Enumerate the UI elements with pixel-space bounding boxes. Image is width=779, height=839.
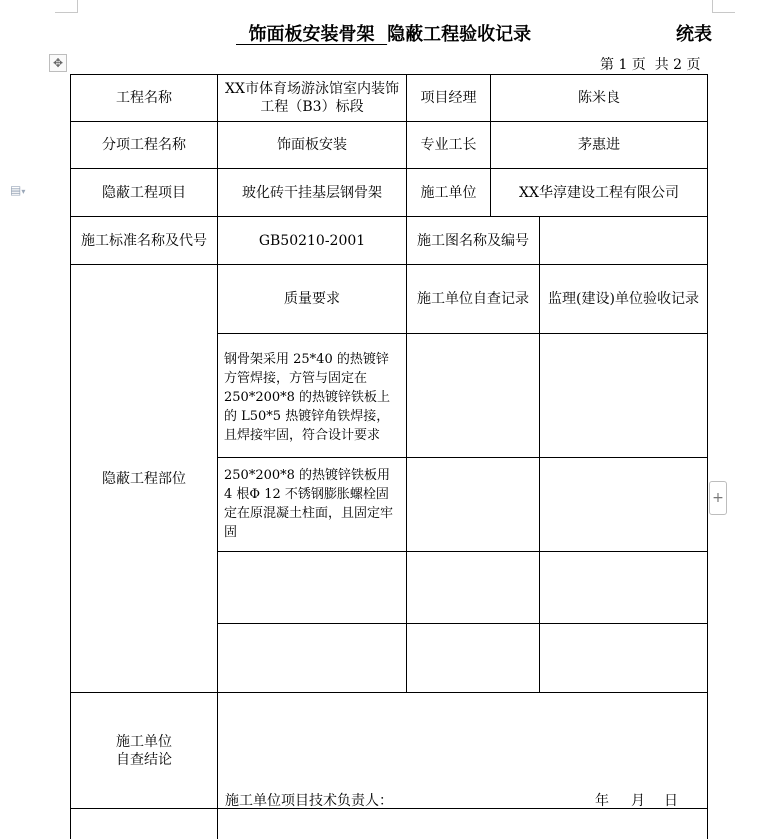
conclusion-label-line2: 自查结论	[116, 751, 172, 768]
title-right-text: 统表	[676, 24, 712, 45]
table-move-handle-icon[interactable]: ✥	[49, 54, 67, 72]
tech-lead-label: 施工单位项目技术负责人：	[225, 793, 393, 809]
drawing-label: 施工图名称及编号	[417, 232, 529, 249]
drawing-value[interactable]	[540, 217, 707, 264]
requirement-text: 钢骨架采用 25*40 的热镀锌方管焊接，方管与固定在 250*200*8 的热镀锌铁板上的 L50*5 热镀锌角铁焊接，且焊接牢固，符合设计要求	[224, 352, 391, 443]
date-month: 月	[631, 793, 645, 809]
project-name-label: 工程名称	[116, 90, 172, 106]
foreman-label: 专业工长	[420, 137, 477, 153]
self-check-cell[interactable]	[407, 334, 539, 457]
title-main-text: 隐蔽工程验收记录	[387, 24, 532, 45]
date-year: 年	[595, 793, 609, 809]
foreman-value: 茅惠进	[578, 137, 620, 153]
date-day: 日	[664, 793, 678, 809]
hidden-item-label: 隐蔽工程项目	[102, 184, 186, 201]
sub-project-label: 分项工程名称	[102, 137, 186, 153]
document-icon[interactable]: ▤▾	[10, 183, 26, 197]
self-check-header: 施工单位自查记录	[417, 291, 529, 307]
standard-label: 施工标准名称及代号	[81, 232, 207, 249]
supervisor-cell[interactable]	[540, 334, 707, 457]
page-info: 第 1 页 共 2 页	[600, 57, 701, 73]
requirement-text: 250*200*8 的热镀锌铁板用 4 根Φ 12 不锈钢膨胀螺栓固定在原混凝土柱面，且固定牢固	[224, 468, 394, 540]
standard-value: GB50210-2001	[258, 232, 366, 249]
supervisor-cell[interactable]	[540, 458, 707, 551]
location-label: 隐蔽工程部位	[102, 470, 186, 487]
document-title	[0, 14, 779, 50]
title-underlined-part: 饰面板安装骨架	[236, 24, 388, 45]
margin-corner-mark	[712, 0, 735, 13]
add-column-button[interactable]: +	[709, 481, 727, 515]
project-manager-value: 陈米良	[578, 90, 620, 106]
margin-corner-mark	[55, 0, 78, 13]
hidden-item-value: 玻化砖干挂基层钢骨架	[242, 184, 382, 201]
sub-project-value: 饰面板安装	[277, 137, 347, 153]
project-name-value: XX市体育场游泳馆室内装饰工程（B3）标段	[225, 81, 399, 115]
self-check-cell[interactable]	[407, 458, 539, 551]
supervisor-header: 监理(建设)单位验收记录	[548, 291, 699, 307]
conclusion-label-line1: 施工单位	[116, 733, 172, 750]
contractor-label: 施工单位	[420, 184, 477, 201]
conclusion-label	[71, 693, 217, 808]
project-manager-label: 项目经理	[420, 90, 477, 106]
quality-requirements-header: 质量要求	[284, 291, 340, 307]
contractor-value: XX华淳建设工程有限公司	[519, 184, 679, 201]
